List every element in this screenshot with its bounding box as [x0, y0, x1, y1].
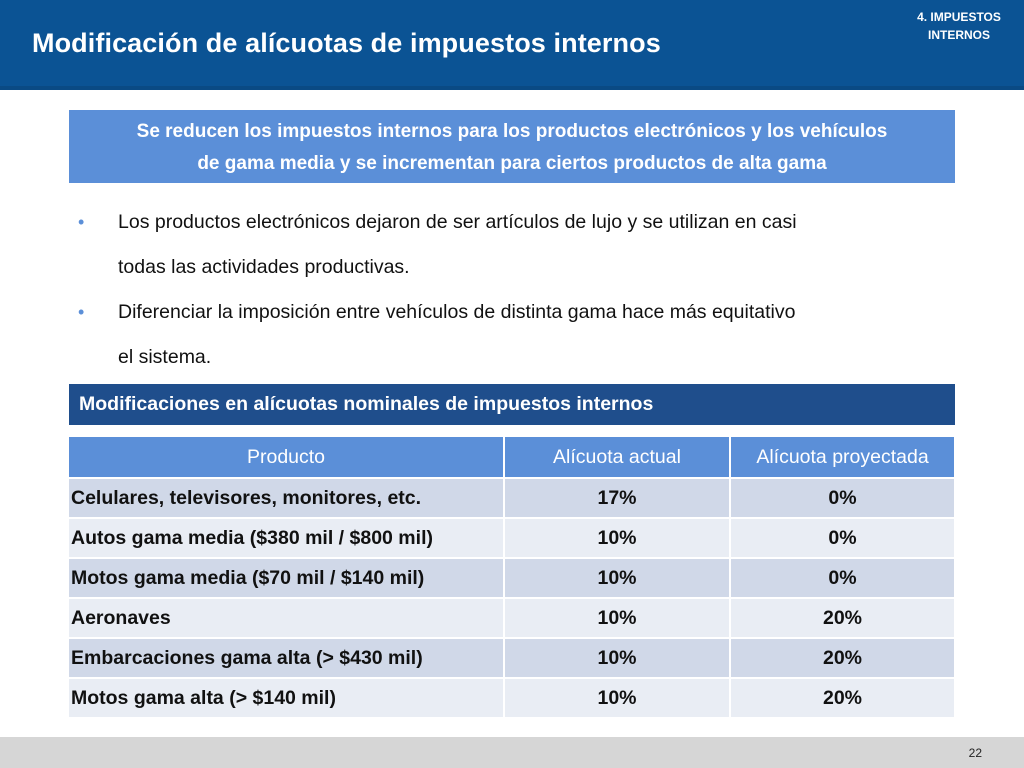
bullet-list — [74, 200, 954, 380]
summary-callout — [69, 110, 955, 183]
callout-line-1: Se reducen los impuestos internos para los productos electrónicos y los vehículos — [136, 121, 888, 142]
bullet-icon: • — [78, 212, 85, 232]
current-rate-cell: 10% — [504, 678, 730, 718]
bullet-line: el sistema. — [118, 346, 212, 368]
product-cell: Motos gama media ($70 mil / $140 mil) — [69, 558, 504, 598]
table-row — [69, 638, 955, 678]
bullet-line: Los productos electrónicos dejaron de ser artículos de lujo y se utilizan en casi — [118, 211, 797, 233]
projected-rate-cell: 0% — [730, 478, 955, 518]
callout-line-2: de gama media y se incrementan para ciertos productos de alta gama — [197, 153, 827, 174]
slide-title: Modificación de alícuotas de impuestos internos — [32, 28, 661, 58]
table-row — [69, 518, 955, 558]
table-row — [69, 678, 955, 718]
bullet-item — [74, 200, 954, 290]
projected-rate-cell: 0% — [730, 558, 955, 598]
slide-header — [0, 0, 1024, 88]
table-row — [69, 598, 955, 638]
bullet-icon: • — [78, 302, 85, 322]
product-cell: Embarcaciones gama alta (> $430 mil) — [69, 638, 504, 678]
header-divider — [0, 86, 1024, 90]
section-tag-line-2: INTERNOS — [927, 28, 990, 42]
projected-rate-cell: 20% — [730, 678, 955, 718]
product-cell: Celulares, televisores, monitores, etc. — [69, 478, 504, 518]
bullet-line: todas las actividades productivas. — [118, 256, 410, 278]
table-row — [69, 558, 955, 598]
column-header-projected-rate: Alícuota proyectada — [730, 437, 955, 478]
product-cell: Motos gama alta (> $140 mil) — [69, 678, 504, 718]
page-number: 22 — [968, 746, 982, 760]
current-rate-cell: 10% — [504, 598, 730, 638]
section-tag — [904, 8, 1014, 44]
table-header-row — [69, 437, 955, 478]
table-row — [69, 478, 955, 518]
product-cell: Aeronaves — [69, 598, 504, 638]
current-rate-cell: 10% — [504, 518, 730, 558]
section-tag-line-1: 4. IMPUESTOS — [917, 10, 1001, 24]
slide-footer — [0, 737, 1024, 768]
tax-rates-table — [69, 437, 956, 719]
column-header-product: Producto — [69, 437, 504, 478]
projected-rate-cell: 0% — [730, 518, 955, 558]
product-cell: Autos gama media ($380 mil / $800 mil) — [69, 518, 504, 558]
current-rate-cell: 17% — [504, 478, 730, 518]
current-rate-cell: 10% — [504, 558, 730, 598]
projected-rate-cell: 20% — [730, 598, 955, 638]
column-header-current-rate: Alícuota actual — [504, 437, 730, 478]
current-rate-cell: 10% — [504, 638, 730, 678]
table-title: Modificaciones en alícuotas nominales de impuestos internos — [69, 384, 955, 425]
bullet-line: Diferenciar la imposición entre vehículos de distinta gama hace más equitativo — [118, 301, 796, 323]
bullet-item — [74, 290, 954, 380]
projected-rate-cell: 20% — [730, 638, 955, 678]
